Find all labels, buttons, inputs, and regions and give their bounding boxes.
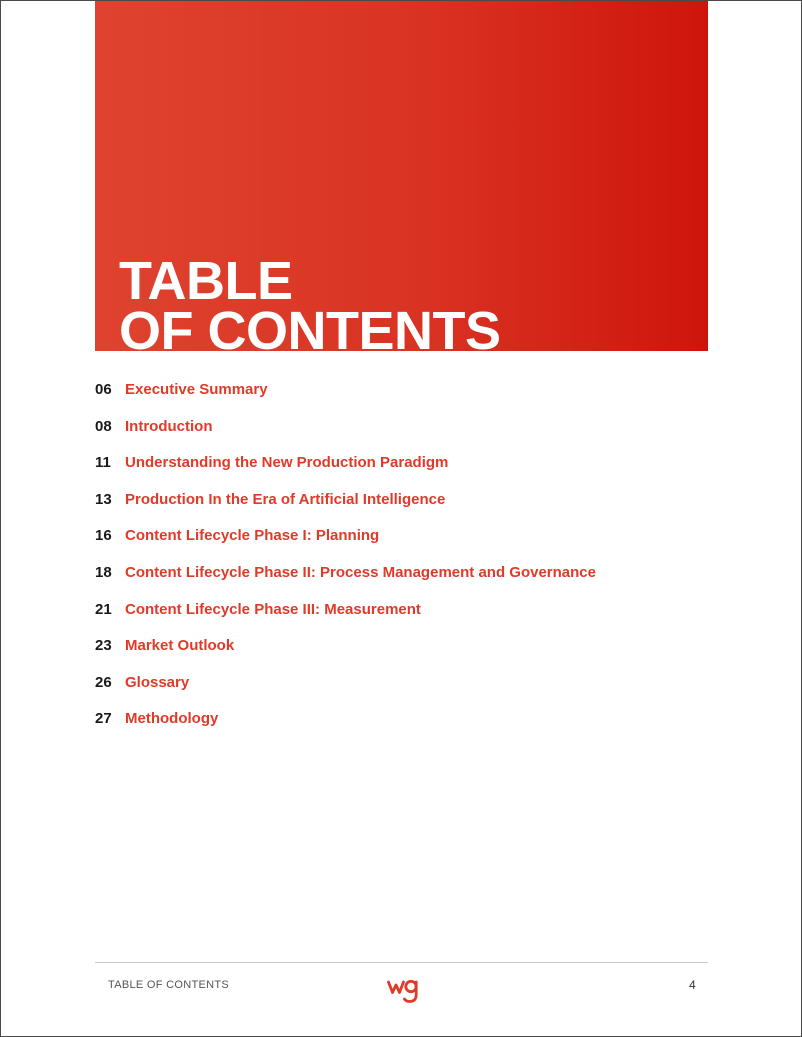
page-title-line-1: TABLE bbox=[119, 251, 293, 311]
toc-item-market-outlook[interactable] bbox=[95, 637, 596, 674]
toc-item-phase-measurement[interactable] bbox=[95, 601, 596, 638]
toc-item-phase-process-management[interactable] bbox=[95, 564, 596, 601]
footer-divider bbox=[95, 962, 708, 963]
toc-link[interactable]: Market Outlook bbox=[125, 637, 235, 655]
toc-page-number: 26 bbox=[95, 673, 112, 691]
toc-link[interactable]: Content Lifecycle Phase II: Process Management and Governance bbox=[125, 563, 596, 581]
toc-page-number: 21 bbox=[95, 600, 112, 618]
toc-item-new-production-paradigm[interactable] bbox=[95, 454, 596, 491]
toc-page-number: 06 bbox=[95, 381, 112, 398]
toc-link[interactable]: Methodology bbox=[125, 710, 219, 728]
toc-item-executive-summary[interactable] bbox=[95, 381, 596, 418]
table-of-contents-list bbox=[95, 381, 596, 747]
footer-page-number: 4 bbox=[689, 978, 696, 992]
toc-page-number: 16 bbox=[95, 527, 112, 545]
toc-link[interactable]: Production In the Era of Artificial Intelligence bbox=[125, 490, 446, 508]
toc-page-number: 13 bbox=[95, 490, 112, 508]
toc-page-number: 27 bbox=[95, 710, 112, 728]
toc-link[interactable]: Understanding the New Production Paradigm bbox=[125, 454, 449, 472]
hero-banner bbox=[95, 1, 708, 351]
toc-item-phase-planning[interactable] bbox=[95, 527, 596, 564]
toc-page-number: 11 bbox=[95, 454, 111, 472]
toc-link[interactable]: Content Lifecycle Phase I: Planning bbox=[125, 527, 380, 545]
toc-link[interactable]: Content Lifecycle Phase III: Measurement bbox=[125, 600, 421, 618]
wg-logo-icon bbox=[387, 976, 419, 1004]
page-title-line-2: OF CONTENTS bbox=[119, 301, 501, 351]
toc-item-production-ai-era[interactable] bbox=[95, 491, 596, 528]
toc-item-glossary[interactable] bbox=[95, 674, 596, 711]
footer-section-label: TABLE OF CONTENTS bbox=[108, 979, 230, 991]
page-title bbox=[119, 251, 501, 351]
toc-page-number: 18 bbox=[95, 563, 112, 581]
toc-item-methodology[interactable] bbox=[95, 710, 596, 747]
toc-page-number: 23 bbox=[95, 637, 112, 655]
toc-link[interactable]: Executive Summary bbox=[125, 381, 268, 398]
toc-item-introduction[interactable] bbox=[95, 418, 596, 455]
toc-link[interactable]: Glossary bbox=[125, 673, 190, 691]
toc-page-number: 08 bbox=[95, 417, 112, 435]
toc-link[interactable]: Introduction bbox=[125, 417, 213, 435]
